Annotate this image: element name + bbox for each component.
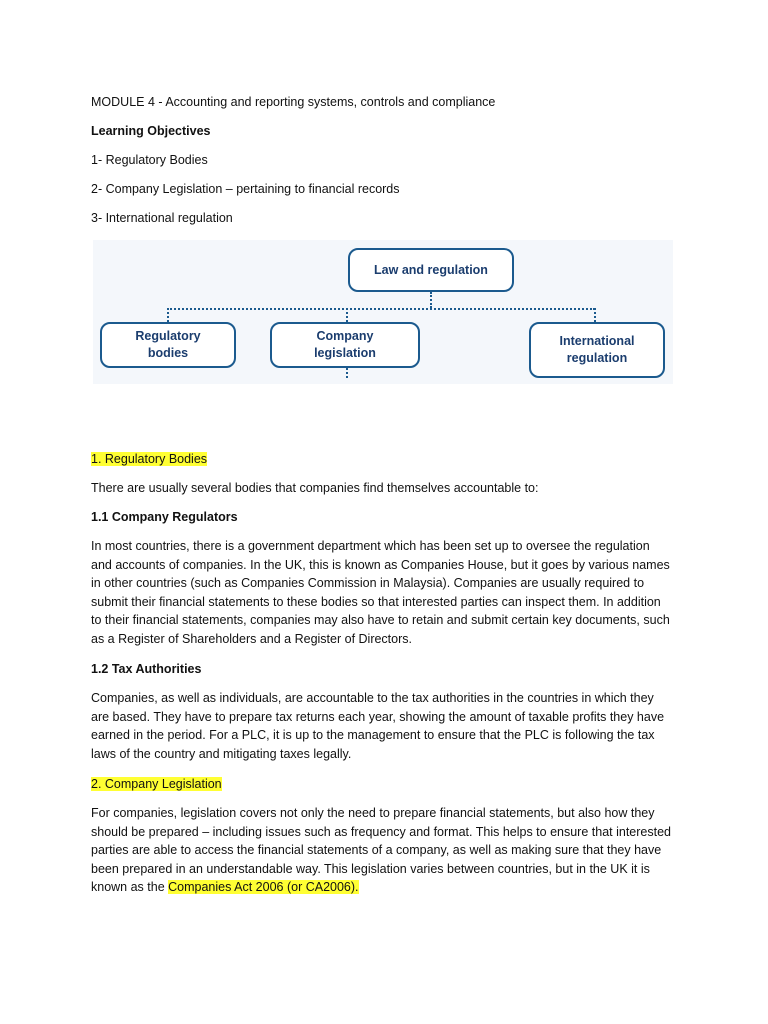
objectives-heading: Learning Objectives: [91, 124, 211, 138]
paragraph-line: as a Register of Shareholders and a Register of Directors.: [91, 631, 412, 646]
connector-line: [430, 292, 432, 308]
connector-line: [346, 368, 348, 378]
diagram-child-label: bodies: [147, 346, 189, 360]
paragraph-line: are based. They have to prepare tax returns each year, showing the amount of taxable profits they have: [91, 709, 665, 724]
paragraph-line: should be prepared – including issues such as frequency and format. This helps to ensure that interested: [91, 824, 671, 839]
objective-item: 1- Regulatory Bodies: [91, 153, 208, 167]
diagram-child-box: [529, 322, 665, 378]
module-title: MODULE 4 - Accounting and reporting systems, controls and compliance: [91, 95, 496, 109]
diagram-child-box: [270, 322, 420, 368]
law-regulation-diagram: [93, 240, 673, 384]
objective-item: 2- Company Legislation – pertaining to financial records: [91, 182, 400, 196]
highlighted-heading: 1. Regulatory Bodies: [91, 452, 208, 466]
paragraph-text: known as the: [91, 880, 169, 895]
paragraph-company-regulators: [91, 537, 691, 649]
paragraph-line: parties are able to access the financial statements of a company, as well as making sure that they have: [91, 843, 662, 858]
diagram-child-label: legislation: [314, 346, 376, 360]
paragraph-tax-authorities: [91, 689, 691, 763]
diagram-child-box: [100, 322, 236, 368]
highlighted-heading: 2. Company Legislation: [91, 777, 222, 791]
paragraph-line: to their financial statements, companies may also have to retain and submit certain key documents, such: [91, 613, 670, 628]
section-heading: [91, 450, 207, 468]
paragraph-line: in other countries (such as Companies Commission in Malaysia). Companies are usually required to: [91, 576, 645, 591]
connector-line: [167, 308, 169, 322]
paragraph-line: In most countries, there is a government department which has been set up to oversee the regulation: [91, 539, 650, 553]
connector-line: [167, 308, 595, 310]
diagram-root-box: [348, 248, 514, 292]
diagram-child-label: Company: [316, 329, 374, 343]
paragraph-line: laws of the country and mitigating taxes legally.: [91, 746, 352, 761]
highlighted-act-name: Companies Act 2006 (or CA2006).: [168, 880, 359, 895]
section-intro: There are usually several bodies that companies find themselves accountable to:: [91, 481, 539, 495]
paragraph-line: Companies, as well as individuals, are accountable to the tax authorities in the countries in which they: [91, 691, 654, 705]
paragraph-line: and accounts of companies. In the UK, this is known as Companies House, but it goes by various names: [91, 557, 670, 572]
connector-line: [594, 308, 596, 322]
paragraph-line: been prepared in an understandable way. This legislation varies between countries, but in the UK it is: [91, 861, 650, 876]
diagram-child-label: International: [559, 334, 635, 348]
paragraph-line: submit their financial statements to these bodies so that interested parties can inspect them. In addition: [91, 594, 661, 609]
paragraph-line: earned in the period. For a PLC, it is up to the management to ensure that the PLC is following the tax: [91, 728, 655, 743]
diagram-child-label: regulation: [566, 351, 628, 365]
diagram-child-label: Regulatory: [135, 329, 201, 343]
paragraph-line: [91, 878, 691, 897]
paragraph-company-legislation: [91, 804, 691, 897]
objective-item: 3- International regulation: [91, 211, 233, 225]
diagram-root-label: Law and regulation: [374, 262, 488, 277]
connector-line: [346, 308, 348, 322]
paragraph-line: For companies, legislation covers not only the need to prepare financial statements, but also how they: [91, 806, 655, 820]
subsection-heading: 1.2 Tax Authorities: [91, 662, 202, 676]
subsection-heading: 1.1 Company Regulators: [91, 510, 238, 524]
section-heading: [91, 775, 222, 793]
